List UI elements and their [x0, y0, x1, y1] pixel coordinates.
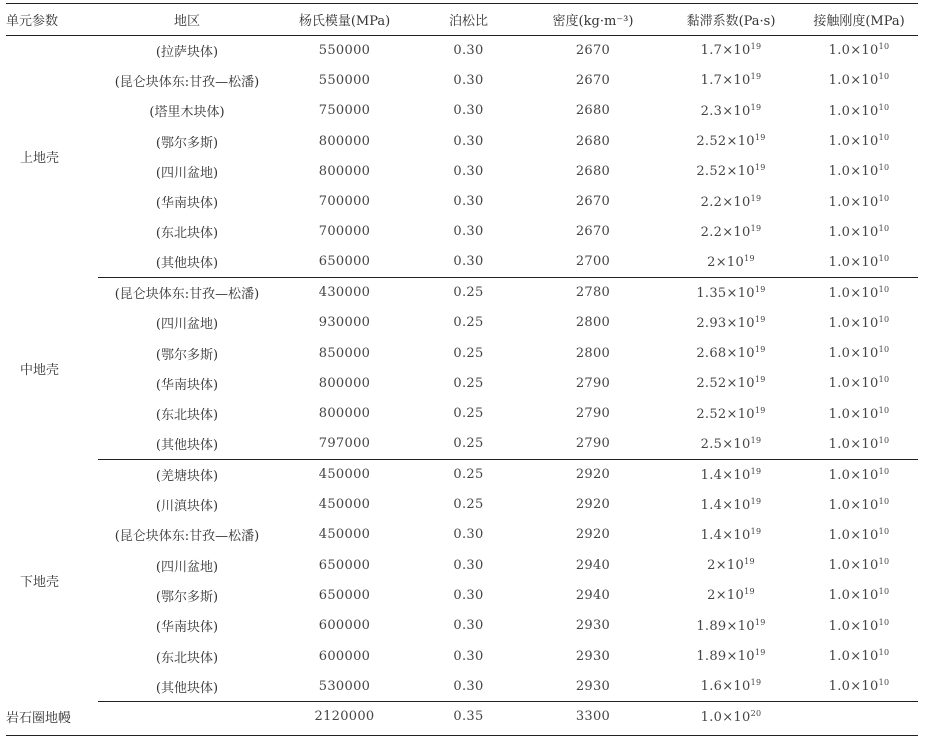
stiffness-cell [800, 671, 918, 701]
poisson-cell: 0.25 [413, 429, 524, 459]
viscosity-cell [662, 611, 800, 641]
region-cell: (东北块体) [155, 408, 219, 424]
viscosity-cell [662, 217, 800, 247]
viscosity-cell [662, 308, 800, 338]
header-density: 密度(kg·m⁻³) [524, 4, 662, 35]
viscosity-cell-exponent: 19 [750, 223, 762, 233]
poisson-cell: 0.30 [453, 587, 484, 603]
viscosity-cell-exponent: 19 [754, 314, 766, 324]
viscosity-cell [662, 489, 800, 519]
viscosity-cell-base: 1.7×10 [700, 43, 751, 59]
region-cell [98, 702, 276, 732]
region-cell: (华南块体) [155, 620, 219, 636]
unit-label: 下地壳 [20, 574, 60, 590]
table-row [6, 399, 918, 429]
stiffness-cell-base: 1.0×10 [828, 558, 879, 574]
stiffness-cell-exponent: 10 [878, 314, 890, 324]
poisson-cell: 0.35 [453, 709, 484, 725]
viscosity-cell-base: 2×10 [707, 588, 745, 604]
header-unit: 单元参数 [6, 4, 98, 35]
group-2 [6, 459, 918, 701]
modulus-cell: 430000 [318, 285, 371, 301]
stiffness-cell [800, 217, 918, 247]
stiffness-cell-base: 1.0×10 [828, 467, 879, 483]
viscosity-cell-base: 1.7×10 [700, 73, 751, 89]
stiffness-cell-base: 1.0×10 [828, 164, 879, 180]
stiffness-cell-exponent: 10 [878, 345, 890, 355]
stiffness-cell-base: 1.0×10 [828, 315, 879, 331]
density-cell: 2670 [575, 224, 611, 240]
stiffness-cell [800, 277, 918, 307]
modulus-cell: 800000 [318, 133, 371, 149]
modulus-cell: 650000 [276, 247, 413, 277]
table-header [6, 4, 918, 35]
table-row [6, 641, 918, 671]
poisson-cell: 0.30 [453, 194, 484, 210]
unit-label: 上地壳 [20, 150, 60, 166]
viscosity-cell [662, 399, 800, 429]
table-row [6, 429, 918, 459]
table-row [6, 459, 918, 489]
table-row [6, 368, 918, 398]
poisson-cell: 0.30 [413, 671, 524, 701]
region-cell: (鄂尔多斯) [155, 347, 219, 363]
modulus-cell: 800000 [318, 163, 371, 179]
table-row [6, 156, 918, 186]
stiffness-cell-base: 1.0×10 [828, 43, 879, 59]
viscosity-cell-exponent: 19 [750, 466, 762, 476]
region-cell: (东北块体) [155, 226, 219, 242]
stiffness-cell [800, 126, 918, 156]
stiffness-cell-base: 1.0×10 [828, 497, 879, 513]
parameter-table [6, 4, 918, 732]
poisson-cell: 0.30 [453, 72, 484, 88]
viscosity-cell [662, 368, 800, 398]
stiffness-cell-exponent: 10 [878, 133, 890, 143]
viscosity-cell [662, 156, 800, 186]
modulus-cell: 700000 [318, 224, 371, 240]
viscosity-cell [662, 186, 800, 216]
viscosity-cell [662, 65, 800, 95]
poisson-cell: 0.25 [453, 467, 484, 483]
table-row [6, 35, 918, 65]
stiffness-cell [800, 550, 918, 580]
viscosity-cell-exponent: 19 [750, 72, 762, 82]
region-cell: (四川盆地) [155, 559, 219, 575]
poisson-cell: 0.30 [453, 42, 484, 58]
region-cell: (华南块体) [155, 377, 219, 393]
stiffness-cell [800, 611, 918, 641]
viscosity-cell-base: 2.93×10 [696, 315, 755, 331]
density-cell: 2800 [575, 315, 611, 331]
viscosity-cell-exponent: 19 [750, 678, 762, 688]
stiffness-cell-exponent: 10 [878, 678, 890, 688]
viscosity-cell-base: 1.4×10 [700, 467, 751, 483]
viscosity-cell [662, 429, 800, 459]
poisson-cell: 0.30 [413, 247, 524, 277]
viscosity-cell [662, 277, 800, 307]
stiffness-cell-exponent: 10 [878, 284, 890, 294]
table-row [6, 308, 918, 338]
stiffness-cell-exponent: 10 [878, 526, 890, 536]
viscosity-cell [662, 96, 800, 126]
table-row [6, 489, 918, 519]
stiffness-cell-base: 1.0×10 [828, 436, 879, 452]
poisson-cell: 0.25 [453, 315, 484, 331]
density-cell: 2920 [575, 497, 611, 513]
modulus-cell: 930000 [318, 315, 371, 331]
modulus-cell: 550000 [318, 72, 371, 88]
density-cell: 2920 [575, 467, 611, 483]
viscosity-cell-base: 1.89×10 [696, 618, 755, 634]
table-row [6, 277, 918, 307]
modulus-cell: 650000 [318, 587, 371, 603]
viscosity-cell [662, 641, 800, 671]
poisson-cell: 0.25 [453, 497, 484, 513]
poisson-cell: 0.25 [453, 406, 484, 422]
poisson-cell: 0.25 [453, 345, 484, 361]
modulus-cell: 797000 [276, 429, 413, 459]
region-cell: (其他块体) [98, 247, 276, 277]
header-poisson: 泊松比 [413, 4, 524, 35]
viscosity-cell-exponent: 19 [754, 284, 766, 294]
stiffness-cell [800, 247, 918, 277]
region-cell: (四川盆地) [155, 317, 219, 333]
table-row [6, 580, 918, 610]
stiffness-cell [800, 65, 918, 95]
region-cell: (昆仑块体东:甘孜—松潘) [114, 529, 260, 545]
table-row [6, 247, 918, 277]
stiffness-cell-exponent: 10 [878, 223, 890, 233]
density-cell: 2680 [575, 103, 611, 119]
density-cell: 2670 [575, 72, 611, 88]
viscosity-cell-base: 2.52×10 [696, 406, 755, 422]
poisson-cell: 0.25 [453, 285, 484, 301]
poisson-cell: 0.30 [453, 648, 484, 664]
viscosity-cell-base: 2.2×10 [700, 224, 751, 240]
stiffness-cell [800, 459, 918, 489]
viscosity-cell [662, 702, 800, 732]
table-bottom-rule [6, 735, 918, 736]
stiffness-cell [800, 580, 918, 610]
viscosity-cell [662, 671, 800, 701]
viscosity-cell [662, 520, 800, 550]
density-cell: 2790 [524, 429, 662, 459]
stiffness-cell-base: 1.0×10 [828, 103, 879, 119]
modulus-cell: 2120000 [314, 709, 375, 725]
stiffness-cell [800, 308, 918, 338]
poisson-cell: 0.30 [453, 618, 484, 634]
stiffness-cell-base: 1.0×10 [828, 679, 879, 695]
density-cell: 2780 [575, 285, 611, 301]
modulus-cell: 750000 [318, 103, 371, 119]
stiffness-cell-base: 1.0×10 [828, 224, 879, 240]
modulus-cell: 600000 [318, 648, 371, 664]
stiffness-cell-base: 1.0×10 [828, 588, 879, 604]
modulus-cell: 550000 [318, 42, 371, 58]
poisson-cell: 0.30 [453, 557, 484, 573]
modulus-cell: 700000 [318, 194, 371, 210]
modulus-cell: 850000 [318, 345, 371, 361]
region-cell: (羌塘块体) [155, 469, 219, 485]
viscosity-cell-exponent: 19 [754, 617, 766, 627]
table-row [6, 702, 918, 732]
viscosity-cell-exponent: 19 [750, 496, 762, 506]
density-cell: 2790 [575, 375, 611, 391]
header-row [6, 4, 918, 35]
viscosity-cell [662, 580, 800, 610]
modulus-cell: 450000 [318, 497, 371, 513]
stiffness-cell-base: 1.0×10 [828, 649, 879, 665]
viscosity-cell-exponent: 19 [754, 345, 766, 355]
viscosity-cell-exponent: 19 [750, 435, 762, 445]
viscosity-cell-base: 2.2×10 [700, 194, 751, 210]
viscosity-cell-base: 1.35×10 [696, 285, 755, 301]
stiffness-cell-exponent: 10 [878, 587, 890, 597]
header-region: 地区 [98, 4, 276, 35]
stiffness-cell-exponent: 10 [878, 466, 890, 476]
viscosity-cell-exponent: 19 [750, 526, 762, 536]
region-cell: (华南块体) [155, 196, 219, 212]
region-cell: (昆仑块体东:甘孜—松潘) [114, 74, 260, 90]
viscosity-cell-exponent: 19 [754, 163, 766, 173]
table-row [6, 126, 918, 156]
stiffness-cell-exponent: 10 [878, 42, 890, 52]
table-row [6, 338, 918, 368]
viscosity-cell [662, 35, 800, 65]
viscosity-cell [662, 459, 800, 489]
viscosity-cell-base: 2.52×10 [696, 134, 755, 150]
region-cell: (东北块体) [155, 650, 219, 666]
stiffness-cell-exponent: 10 [878, 253, 890, 263]
stiffness-cell-base: 1.0×10 [828, 254, 879, 270]
viscosity-cell-base: 1.6×10 [700, 679, 751, 695]
viscosity-cell-base: 1.0×10 [700, 709, 751, 725]
stiffness-cell-exponent: 10 [878, 375, 890, 385]
modulus-cell: 800000 [318, 406, 371, 422]
stiffness-cell-base: 1.0×10 [828, 346, 879, 362]
region-cell: (其他块体) [98, 671, 276, 701]
viscosity-cell-exponent: 19 [750, 193, 762, 203]
region-cell: (四川盆地) [155, 165, 219, 181]
table-row [6, 520, 918, 550]
poisson-cell: 0.25 [453, 375, 484, 391]
mantle-group [6, 702, 918, 732]
region-cell: (其他块体) [98, 429, 276, 459]
viscosity-cell-base: 1.89×10 [696, 649, 755, 665]
stiffness-cell-base: 1.0×10 [828, 134, 879, 150]
modulus-cell: 450000 [318, 467, 371, 483]
region-cell: (拉萨块体) [155, 44, 219, 60]
header-viscosity: 黏滞系数(Pa·s) [662, 4, 800, 35]
stiffness-cell [800, 368, 918, 398]
modulus-cell: 530000 [276, 671, 413, 701]
stiffness-cell-exponent: 10 [878, 405, 890, 415]
stiffness-cell-exponent: 10 [878, 72, 890, 82]
poisson-cell: 0.30 [453, 103, 484, 119]
poisson-cell: 0.30 [453, 163, 484, 179]
stiffness-cell [800, 156, 918, 186]
density-cell: 2930 [575, 648, 611, 664]
density-cell: 2700 [524, 247, 662, 277]
density-cell: 2680 [575, 163, 611, 179]
table-row [6, 65, 918, 95]
density-cell: 2920 [575, 527, 611, 543]
viscosity-cell-exponent: 19 [754, 133, 766, 143]
table-row [6, 186, 918, 216]
stiffness-cell-exponent: 10 [878, 496, 890, 506]
group-1 [6, 277, 918, 459]
poisson-cell: 0.30 [453, 133, 484, 149]
region-cell: (川滇块体) [155, 499, 219, 515]
density-cell: 2670 [575, 194, 611, 210]
density-cell: 2940 [575, 587, 611, 603]
stiffness-cell-exponent: 10 [878, 557, 890, 567]
viscosity-cell-exponent: 19 [750, 42, 762, 52]
stiffness-cell [800, 338, 918, 368]
density-cell: 2930 [524, 671, 662, 701]
viscosity-cell-exponent: 19 [754, 375, 766, 385]
group-0 [6, 35, 918, 277]
viscosity-cell-base: 1.4×10 [700, 527, 751, 543]
table-row [6, 217, 918, 247]
stiffness-cell [800, 96, 918, 126]
poisson-cell: 0.30 [453, 224, 484, 240]
density-cell: 3300 [575, 709, 611, 725]
density-cell: 2680 [575, 133, 611, 149]
region-cell: (昆仑块体东:甘孜—松潘) [114, 287, 260, 303]
poisson-cell: 0.30 [453, 527, 484, 543]
viscosity-cell-base: 2×10 [707, 558, 745, 574]
region-cell: (鄂尔多斯) [155, 135, 219, 151]
stiffness-cell-exponent: 10 [878, 163, 890, 173]
modulus-cell: 450000 [318, 527, 371, 543]
stiffness-cell-exponent: 10 [878, 193, 890, 203]
stiffness-cell [800, 702, 918, 732]
viscosity-cell-exponent: 19 [750, 102, 762, 112]
stiffness-cell-exponent: 10 [878, 617, 890, 627]
viscosity-cell-exponent: 19 [744, 253, 755, 263]
stiffness-cell-base: 1.0×10 [828, 527, 879, 543]
density-cell: 2800 [575, 345, 611, 361]
table-row [6, 96, 918, 126]
header-stiffness: 接触刚度(MPa) [800, 4, 918, 35]
viscosity-cell-base: 2.5×10 [700, 436, 751, 452]
modulus-cell: 800000 [318, 375, 371, 391]
stiffness-cell-base: 1.0×10 [828, 194, 879, 210]
viscosity-cell-base: 1.4×10 [700, 497, 751, 513]
viscosity-cell-base: 2.3×10 [700, 103, 751, 119]
viscosity-cell [662, 126, 800, 156]
modulus-cell: 600000 [318, 618, 371, 634]
stiffness-cell-base: 1.0×10 [828, 406, 879, 422]
viscosity-cell [662, 550, 800, 580]
stiffness-cell [800, 186, 918, 216]
viscosity-cell-exponent: 19 [754, 405, 766, 415]
region-cell: (鄂尔多斯) [155, 589, 219, 605]
viscosity-cell-exponent: 19 [754, 648, 766, 658]
region-cell: (塔里木块体) [149, 105, 225, 121]
stiffness-cell-exponent: 10 [878, 435, 890, 445]
stiffness-cell-base: 1.0×10 [828, 285, 879, 301]
stiffness-cell [800, 520, 918, 550]
viscosity-cell-base: 2.52×10 [696, 376, 755, 392]
stiffness-cell [800, 489, 918, 519]
viscosity-cell-exponent: 19 [744, 557, 755, 567]
viscosity-cell [662, 338, 800, 368]
modulus-cell: 650000 [318, 557, 371, 573]
stiffness-cell-exponent: 10 [878, 102, 890, 112]
stiffness-cell-base: 1.0×10 [828, 73, 879, 89]
unit-label: 岩石圈地幔 [6, 711, 72, 727]
table-row [6, 671, 918, 701]
stiffness-cell [800, 35, 918, 65]
density-cell: 2670 [575, 42, 611, 58]
viscosity-cell-base: 2×10 [707, 254, 745, 270]
density-cell: 2930 [575, 618, 611, 634]
table-row [6, 611, 918, 641]
stiffness-cell [800, 399, 918, 429]
stiffness-cell [800, 429, 918, 459]
table-row [6, 550, 918, 580]
stiffness-cell-base: 1.0×10 [828, 618, 879, 634]
viscosity-cell-base: 2.52×10 [696, 164, 755, 180]
stiffness-cell-exponent: 10 [878, 648, 890, 658]
viscosity-cell-base: 2.68×10 [696, 346, 755, 362]
stiffness-cell [800, 641, 918, 671]
stiffness-cell-base: 1.0×10 [828, 376, 879, 392]
header-modulus: 杨氏模量(MPa) [276, 4, 413, 35]
density-cell: 2940 [575, 557, 611, 573]
viscosity-cell-exponent: 19 [744, 587, 755, 597]
density-cell: 2790 [575, 406, 611, 422]
viscosity-cell [662, 247, 800, 277]
viscosity-cell-exponent: 20 [750, 708, 762, 718]
unit-label: 中地壳 [20, 362, 60, 378]
